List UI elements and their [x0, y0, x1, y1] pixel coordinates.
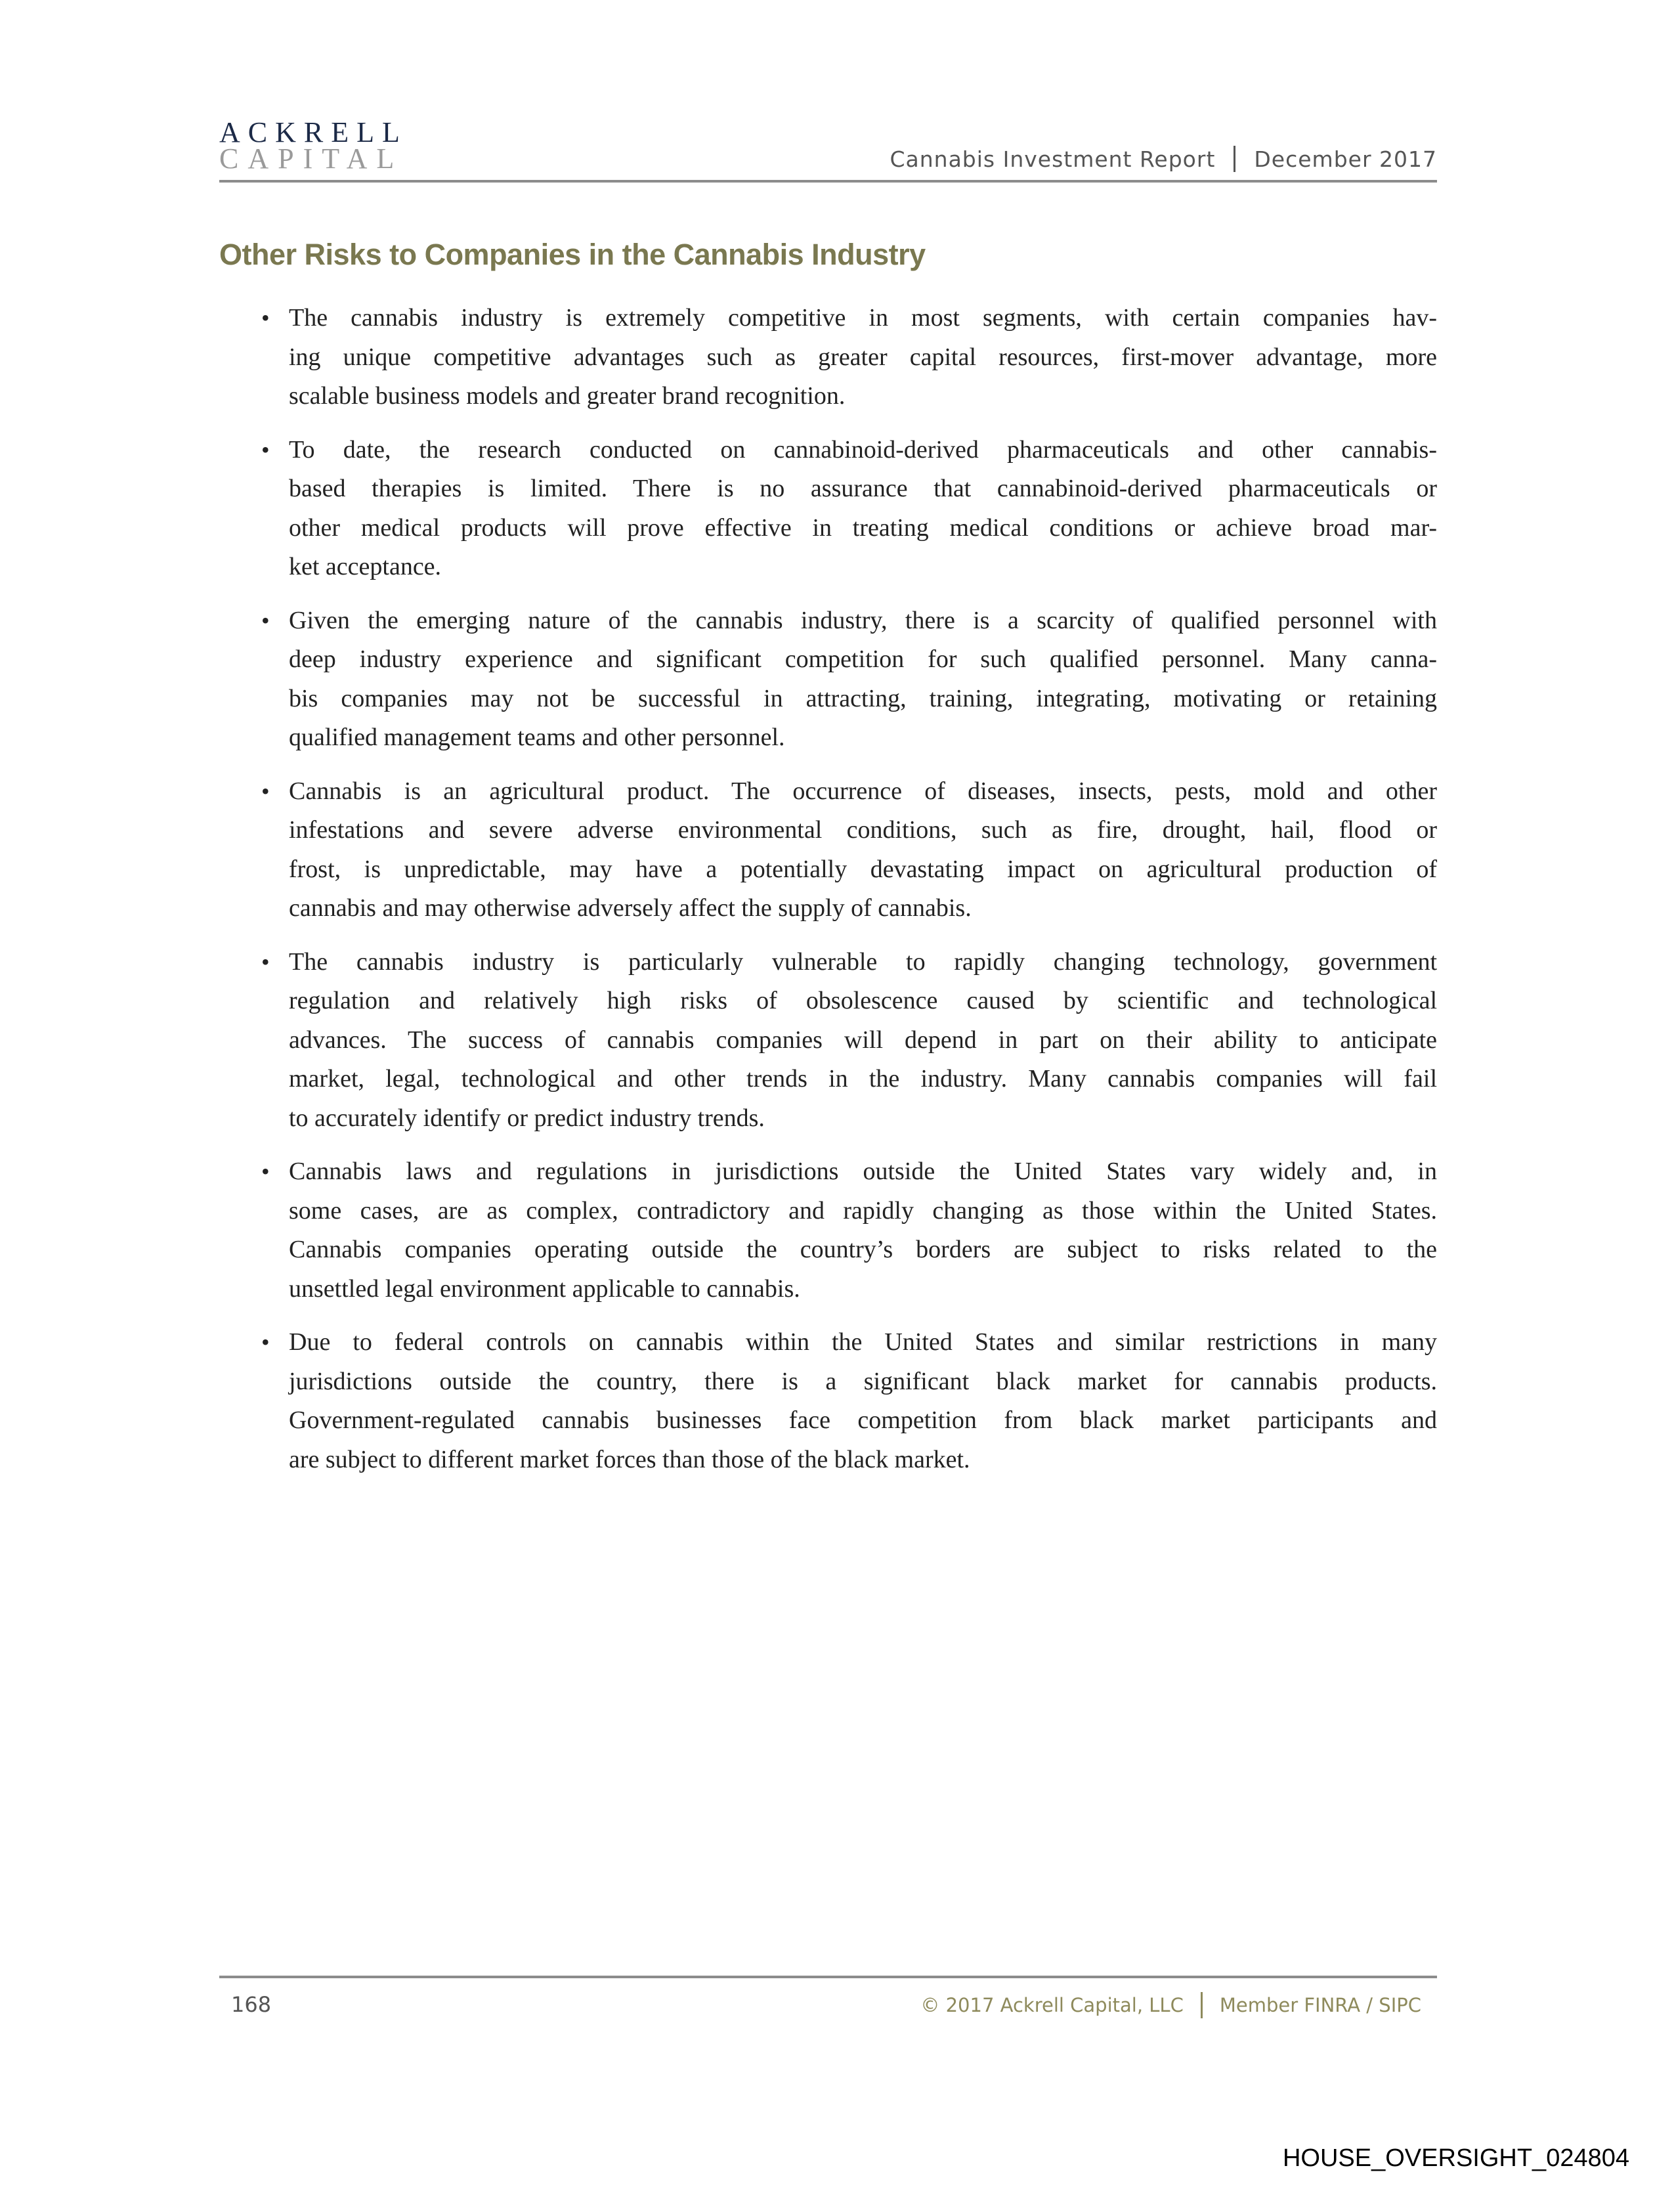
text-line: The cannabis industry is particularly vulnerable to rapidly changing technology, government — [289, 947, 1437, 976]
bullet-icon: • — [261, 1158, 270, 1184]
text-line: infestations and severe adverse environmental conditions, such as fire, drought, hail, flood or — [289, 816, 1437, 844]
risk-item — [261, 299, 1437, 416]
text-line: Cannabis laws and regulations in jurisdictions outside the United States vary widely and, in — [289, 1158, 1437, 1185]
text-line: Due to federal controls on cannabis within the United States and similar restrictions in many — [289, 1328, 1437, 1356]
text-line: Government-regulated cannabis businesses face competition from black market participants and — [289, 1406, 1437, 1434]
text-line: market, legal, technological and other trends in the industry. Many cannabis companies will fail — [289, 1065, 1437, 1093]
company-logo — [219, 118, 408, 173]
footer-separator — [1201, 1992, 1203, 2018]
text-line: ing unique competitive advantages such as greater capital resources, first-mover advantage, more — [289, 343, 1437, 371]
text-line: to accurately identify or predict industry trends. — [289, 1104, 765, 1132]
copyright: © 2017 Ackrell Capital, LLC — [920, 1994, 1184, 2016]
text-line: advances. The success of cannabis companies will depend in part on their ability to anticipate — [289, 1026, 1437, 1054]
membership: Member FINRA / SIPC — [1219, 1994, 1421, 2016]
text-line: The cannabis industry is extremely competitive in most segments, with certain companies hav- — [289, 304, 1437, 332]
risk-item — [261, 1152, 1437, 1309]
page-number: 168 — [231, 1992, 272, 2017]
risk-item — [261, 1323, 1437, 1479]
risk-item — [261, 943, 1437, 1139]
text-line: Cannabis companies operating outside the country’s borders are subject to risks related to the — [289, 1236, 1437, 1263]
footer-info — [920, 1992, 1421, 2018]
text-line: unsettled legal environment applicable to cannabis. — [289, 1274, 800, 1303]
logo-line-2: CAPITAL — [219, 142, 404, 175]
text-line: based therapies is limited. There is no assurance that cannabinoid-derived pharmaceuticals or — [289, 475, 1437, 502]
text-line: To date, the research conducted on cannabinoid-derived pharmaceuticals and other cannabis- — [289, 435, 1437, 464]
text-line: deep industry experience and significant competition for such qualified personnel. Many canna- — [289, 645, 1437, 673]
text-line: other medical products will prove effective in treating medical conditions or achieve broad mar- — [289, 513, 1437, 542]
bullet-icon: • — [261, 948, 270, 975]
footer-rule — [219, 1976, 1437, 1978]
text-line: qualified management teams and other personnel. — [289, 724, 785, 751]
report-title: Cannabis Investment Report — [890, 146, 1216, 172]
bates-stamp: HOUSE_OVERSIGHT_024804 — [1282, 2144, 1629, 2172]
text-line: frost, is unpredictable, may have a potentially devastating impact on agricultural production of — [289, 855, 1437, 883]
logo-line-1: ACKRELL — [219, 116, 408, 148]
risk-list — [261, 299, 1437, 1494]
text-line: are subject to different market forces than those of the black market. — [289, 1445, 970, 1473]
header-separator — [1234, 146, 1235, 172]
header-rule — [219, 180, 1437, 183]
text-line: bis companies may not be successful in attracting, training, integrating, motivating or retaining — [289, 684, 1437, 712]
bullet-icon: • — [261, 436, 270, 463]
risk-item — [261, 601, 1437, 758]
text-line: regulation and relatively high risks of obsolescence caused by scientific and technological — [289, 987, 1437, 1014]
bullet-icon: • — [261, 1329, 270, 1355]
text-line: cannabis and may otherwise adversely affect the supply of cannabis. — [289, 894, 972, 922]
bullet-icon: • — [261, 607, 270, 634]
running-header — [890, 146, 1437, 172]
bullet-icon: • — [261, 777, 270, 804]
text-line: some cases, are as complex, contradictory and rapidly changing as those within the United States. — [289, 1196, 1437, 1225]
bullet-icon: • — [261, 305, 270, 331]
report-date: December 2017 — [1254, 146, 1437, 172]
risk-item — [261, 431, 1437, 587]
section-title: Other Risks to Companies in the Cannabis Industry — [219, 238, 926, 271]
text-line: scalable business models and greater brand recognition. — [289, 382, 846, 410]
text-line: ket acceptance. — [289, 553, 442, 580]
text-line: Cannabis is an agricultural product. The occurrence of diseases, insects, pests, mold and other — [289, 777, 1437, 805]
risk-item — [261, 772, 1437, 928]
text-line: Given the emerging nature of the cannabis industry, there is a scarcity of qualified personnel with — [289, 606, 1437, 634]
text-line: jurisdictions outside the country, there is a significant black market for cannabis products. — [289, 1367, 1437, 1395]
